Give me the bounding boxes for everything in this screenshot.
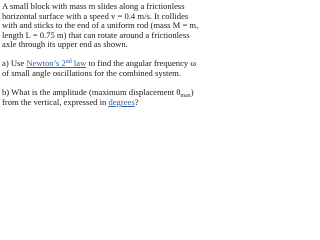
intro-line-2: horizontal surface with a speed v = 0.4 m/s. It collides [2, 10, 189, 21]
part-a-rest: to find the angular frequency ω [86, 58, 196, 68]
intro-line-1: A small block with mass m slides along a frictionless [2, 1, 185, 11]
part-b-line-1 [2, 87, 194, 97]
part-a-line-2: of small angle oscillations for the combined system. [2, 68, 182, 78]
newtons-link-sup: nd [65, 59, 72, 65]
part-b-pre: b) What is the amplitude (maximum displacement θ [2, 87, 181, 97]
part-a-prefix: a) Use [2, 58, 27, 68]
newtons-second-law-link[interactable] [26, 58, 86, 68]
intro-line-4: length L = 0.75 m) that can rotate around a frictionless [2, 29, 190, 40]
degrees-link[interactable]: degrees [108, 97, 135, 107]
part-b-line2-pre: from the vertical, expressed in [2, 97, 109, 107]
newtons-link-tail: law [71, 58, 87, 68]
part-b-post: ) [190, 87, 194, 97]
intro-line-5: axle through its upper end as shown. [2, 39, 128, 49]
part-b-line2-post: ? [134, 97, 139, 107]
part-a-line-1 [2, 58, 196, 68]
problem-document [0, 0, 200, 120]
intro-line-3: with and sticks to the end of a uniform rod (mass M = m, [2, 20, 199, 30]
newtons-link-text: Newton’s 2 [26, 58, 66, 68]
theta-max-subscript: max [180, 93, 191, 99]
part-b-line-2 [2, 97, 139, 107]
